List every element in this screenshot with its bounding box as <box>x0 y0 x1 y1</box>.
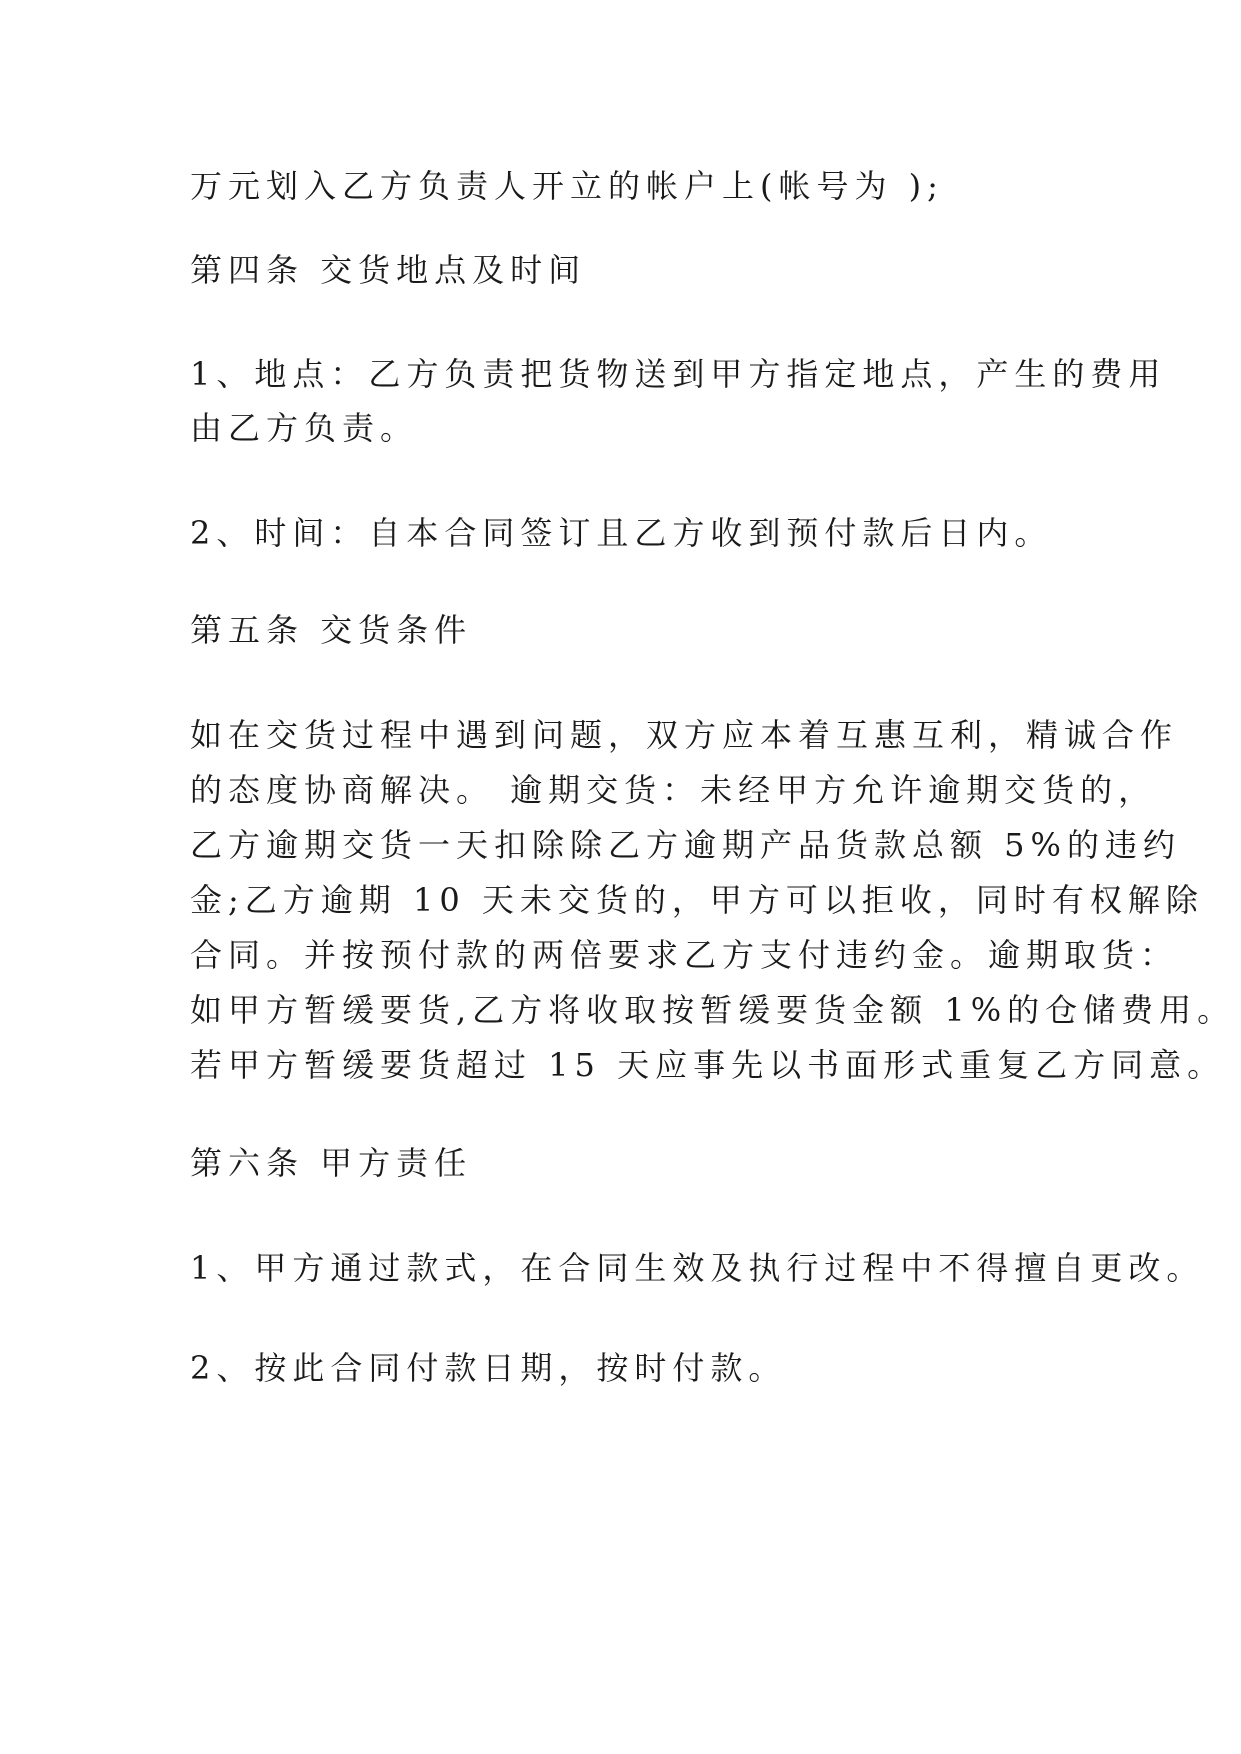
text-line-party-a-2: 2、按此合同付款日期，按时付款。 <box>190 1349 787 1387</box>
text-line-conditions-6: 如甲方暂缓要货,乙方将收取按暂缓要货金额 1%的仓储费用。 <box>190 991 1236 1029</box>
text-line-payment-account: 万元划入乙方负责人开立的帐户上(帐号为 ); <box>190 167 944 205</box>
text-line-conditions-3: 乙方逾期交货一天扣除除乙方逾期产品货款总额 5%的违约 <box>190 826 1181 864</box>
heading-article-4: 第四条 交货地点及时间 <box>190 251 587 289</box>
heading-article-5: 第五条 交货条件 <box>190 611 473 649</box>
text-line-conditions-7: 若甲方暂缓要货超过 15 天应事先以书面形式重复乙方同意。 <box>190 1046 1226 1084</box>
text-line-conditions-2: 的态度协商解决。 逾期交货：未经甲方允许逾期交货的， <box>190 771 1157 809</box>
text-line-location-2: 由乙方负责。 <box>190 409 419 447</box>
text-line-location-1: 1、地点：乙方负责把货物送到甲方指定地点，产生的费用 <box>190 355 1167 393</box>
heading-article-6: 第六条 甲方责任 <box>190 1144 473 1182</box>
text-line-party-a-1: 1、甲方通过款式，在合同生效及执行过程中不得擅自更改。 <box>190 1249 1205 1287</box>
text-line-time: 2、时间：自本合同签订且乙方收到预付款后日内。 <box>190 514 1053 552</box>
text-line-conditions-1: 如在交货过程中遇到问题，双方应本着互惠互利，精诚合作 <box>190 716 1179 754</box>
text-line-conditions-4: 金;乙方逾期 10 天未交货的，甲方可以拒收，同时有权解除 <box>190 881 1204 919</box>
text-line-conditions-5: 合同。并按预付款的两倍要求乙方支付违约金。逾期取货： <box>190 936 1179 974</box>
